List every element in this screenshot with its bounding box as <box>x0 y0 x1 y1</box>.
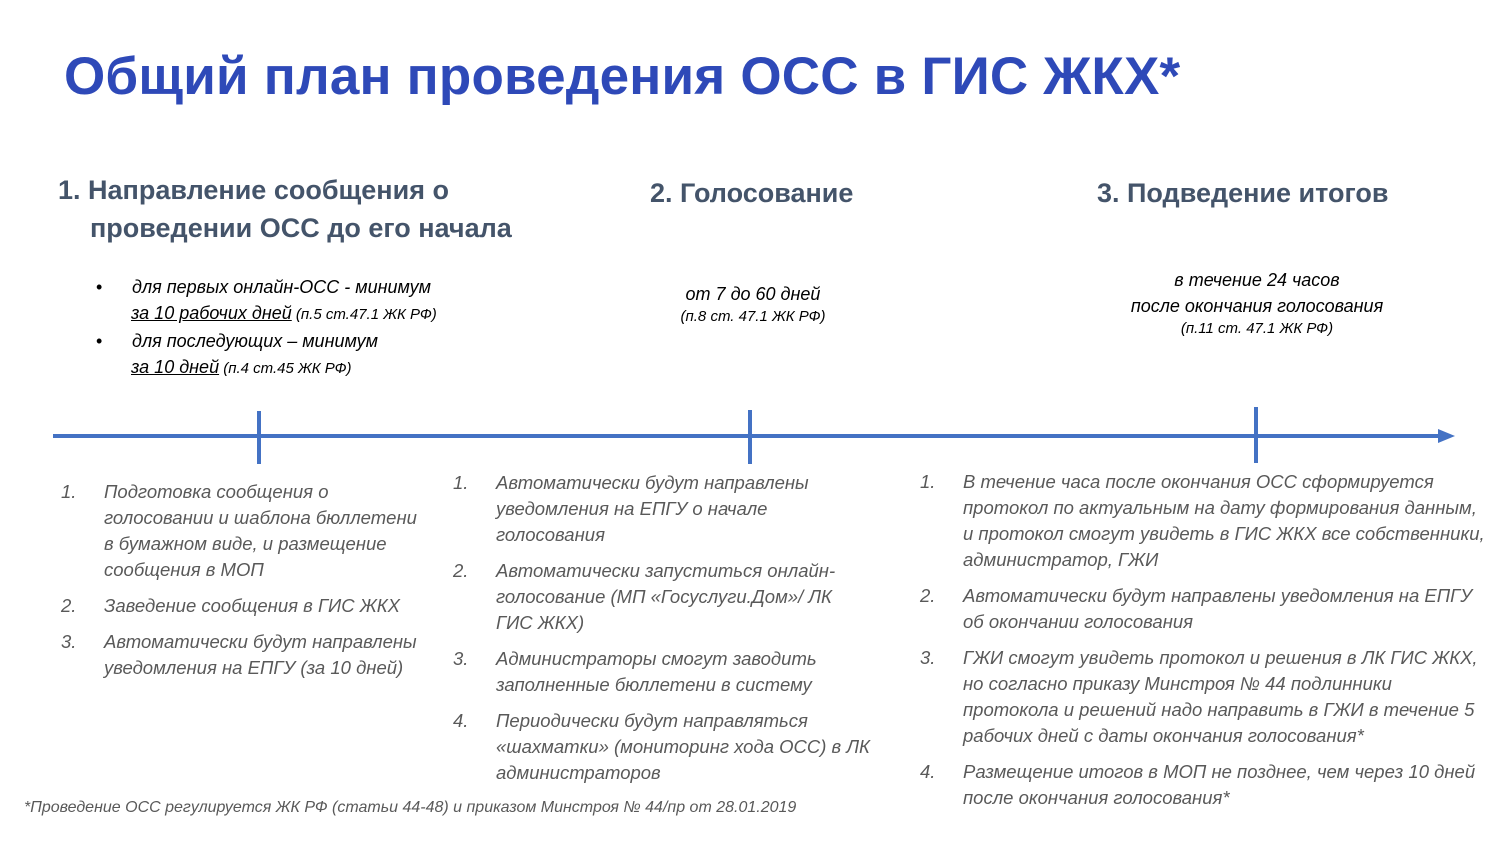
list-item: 2. Заведение сообщения в ГИС ЖКХ <box>61 595 400 616</box>
law-ref: (п.4 ст.45 ЖК РФ) <box>219 360 352 377</box>
timeline <box>0 400 1500 470</box>
list-item: 4. Размещение итогов в МОП не позднее, чем через 10 дней после окончания голосования* <box>920 761 1476 808</box>
bullet-icon: • <box>96 277 103 297</box>
phase-1-line2: проведении ОСС до его начала <box>90 213 512 243</box>
phase-1-steps <box>61 479 431 691</box>
phase-1-line1: 1. Направление сообщения о <box>58 175 449 205</box>
list-item: 4. Периодически будут направляться «шахматки» (мониторинг хода ОСС) в ЛК администраторов <box>453 710 870 783</box>
law-ref: (п.5 ст.47.1 ЖК РФ) <box>291 306 437 323</box>
phase-2-heading: 2. Голосование <box>650 178 854 208</box>
phase-2-duration: от 7 до 60 дней (п.8 ст. 47.1 ЖК РФ) <box>640 281 866 327</box>
phase-3-duration: в течение 24 часов после окончания голосования (п.11 ст. 47.1 ЖК РФ) <box>1104 267 1410 339</box>
duration-bullet-first: • для первых онлайн-ОСС - минимум <box>96 274 437 300</box>
phase-3-steps <box>920 469 1485 821</box>
law-ref: (п.11 ст. 47.1 ЖК РФ) <box>1180 320 1334 337</box>
list-item: 1. Автоматически будут направлены уведомления на ЕПГУ о начале голосования <box>453 472 809 545</box>
underlined-term: за 10 рабочих дней <box>131 303 292 323</box>
duration-bullet-next: • для последующих – минимум <box>96 328 437 354</box>
list-item: 2. Автоматически запуститься онлайн-голосование (МП «Госуслуги.Дом»/ ЛК ГИС ЖКХ) <box>453 560 836 633</box>
timeline-arrow-icon <box>1438 429 1455 443</box>
phase-1-duration <box>96 274 437 382</box>
phase-2-steps <box>453 470 873 796</box>
list-item: 3. Администраторы смогут заводить заполненные бюллетени в систему <box>453 648 817 695</box>
list-item: 1. В течение часа после окончания ОСС сформируется протокол по актуальным на дату формирования данным, и протокол смогут увидеть в ГИС ЖКХ все собственники, администратор, ГЖИ <box>920 471 1485 570</box>
page-title: Общий план проведения ОСС в ГИС ЖКХ* <box>64 47 1181 106</box>
law-ref: (п.8 ст. 47.1 ЖК РФ) <box>680 308 826 325</box>
list-item: 2. Автоматически будут направлены уведомления на ЕПГУ об окончании голосования <box>920 585 1473 632</box>
phase-1-heading <box>58 171 512 247</box>
phase-3-heading: 3. Подведение итогов <box>1097 178 1389 208</box>
underlined-term: за 10 дней <box>131 357 220 377</box>
list-item: 3. ГЖИ смогут увидеть протокол и решения в ЛК ГИС ЖКХ, но согласно приказу Минстроя № 44 подлинники протокола и решений надо направить в ГЖИ в течение 5 рабочих дней с даты окончания голосования* <box>920 647 1478 746</box>
footnote: *Проведение ОСС регулируется ЖК РФ (статьи 44-48) и приказом Минстроя № 44/пр от 28.01.2019 <box>24 799 797 816</box>
list-item: 1. Подготовка сообщения о голосовании и шаблона бюллетени в бумажном виде, и размещение сообщения в МОП <box>61 481 417 580</box>
bullet-icon: • <box>96 331 103 351</box>
list-item: 3. Автоматически будут направлены уведомления на ЕПГУ (за 10 дней) <box>61 631 417 678</box>
